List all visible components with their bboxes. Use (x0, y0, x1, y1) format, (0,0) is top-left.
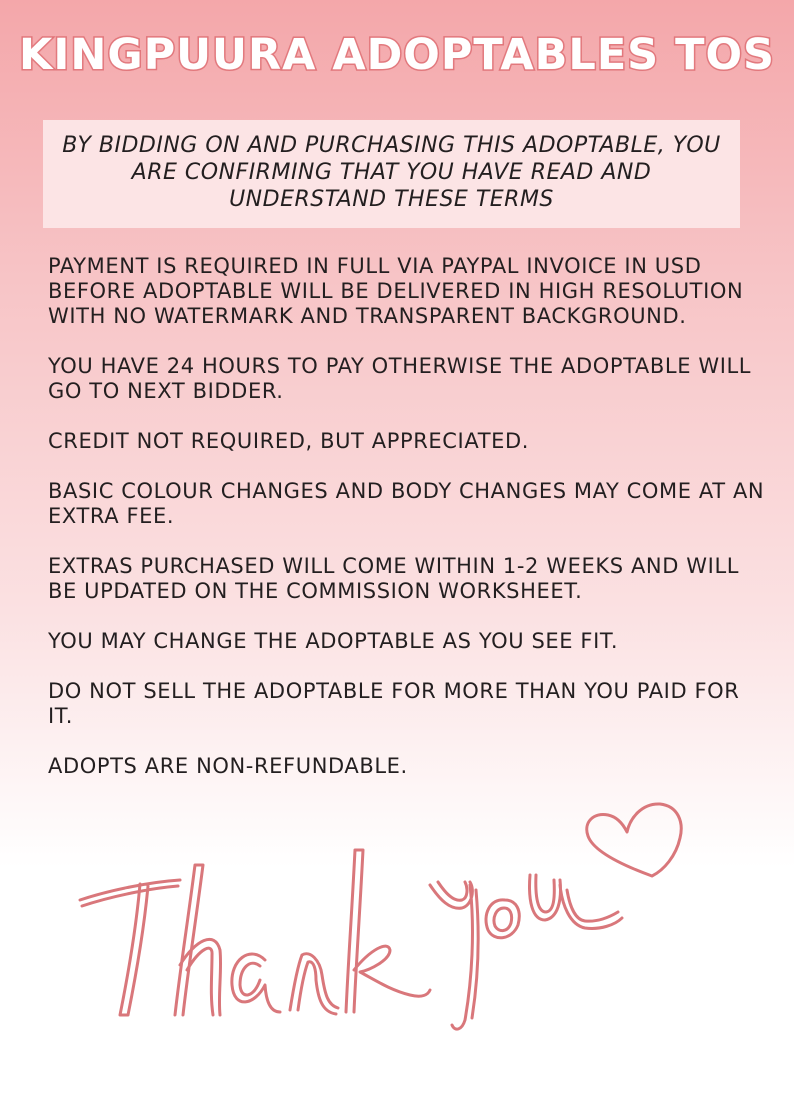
term-item-deadline: YOU HAVE 24 HOURS TO PAY OTHERWISE THE ADOPTABLE WILL GO TO NEXT BIDDER. (48, 354, 752, 403)
terms-notice: BY BIDDING ON AND PURCHASING THIS ADOPTABLE, YOU ARE CONFIRMING THAT YOU HAVE READ AND UNDERSTAND THESE TERMS (43, 120, 740, 228)
term-item-modify: YOU MAY CHANGE THE ADOPTABLE AS YOU SEE FIT. (48, 629, 619, 653)
term-item-refunds: ADOPTS ARE NON-REFUNDABLE. (48, 754, 408, 778)
page-title: KINGPUURA ADOPTABLES TOS (19, 30, 775, 80)
term-item-payment: PAYMENT IS REQUIRED IN FULL VIA PAYPAL INVOICE IN USD BEFORE ADOPTABLE WILL BE DELIVERED IN HIGH RESOLUTION WITH NO WATERMARK AND TRANSPARENT BACKGROUND. (48, 254, 744, 328)
term-item-credit: CREDIT NOT REQUIRED, BUT APPRECIATED. (48, 429, 530, 453)
term-item-resale: DO NOT SELL THE ADOPTABLE FOR MORE THAN YOU PAID FOR IT. (48, 679, 740, 728)
terms-list (48, 254, 770, 804)
term-item-changes: BASIC COLOUR CHANGES AND BODY CHANGES MAY COME AT AN EXTRA FEE. (48, 479, 765, 528)
term-item-extras: EXTRAS PURCHASED WILL COME WITHIN 1-2 WEEKS AND WILL BE UPDATED ON THE COMMISSION WORKSHEET. (48, 554, 740, 603)
heart-icon (580, 798, 690, 882)
